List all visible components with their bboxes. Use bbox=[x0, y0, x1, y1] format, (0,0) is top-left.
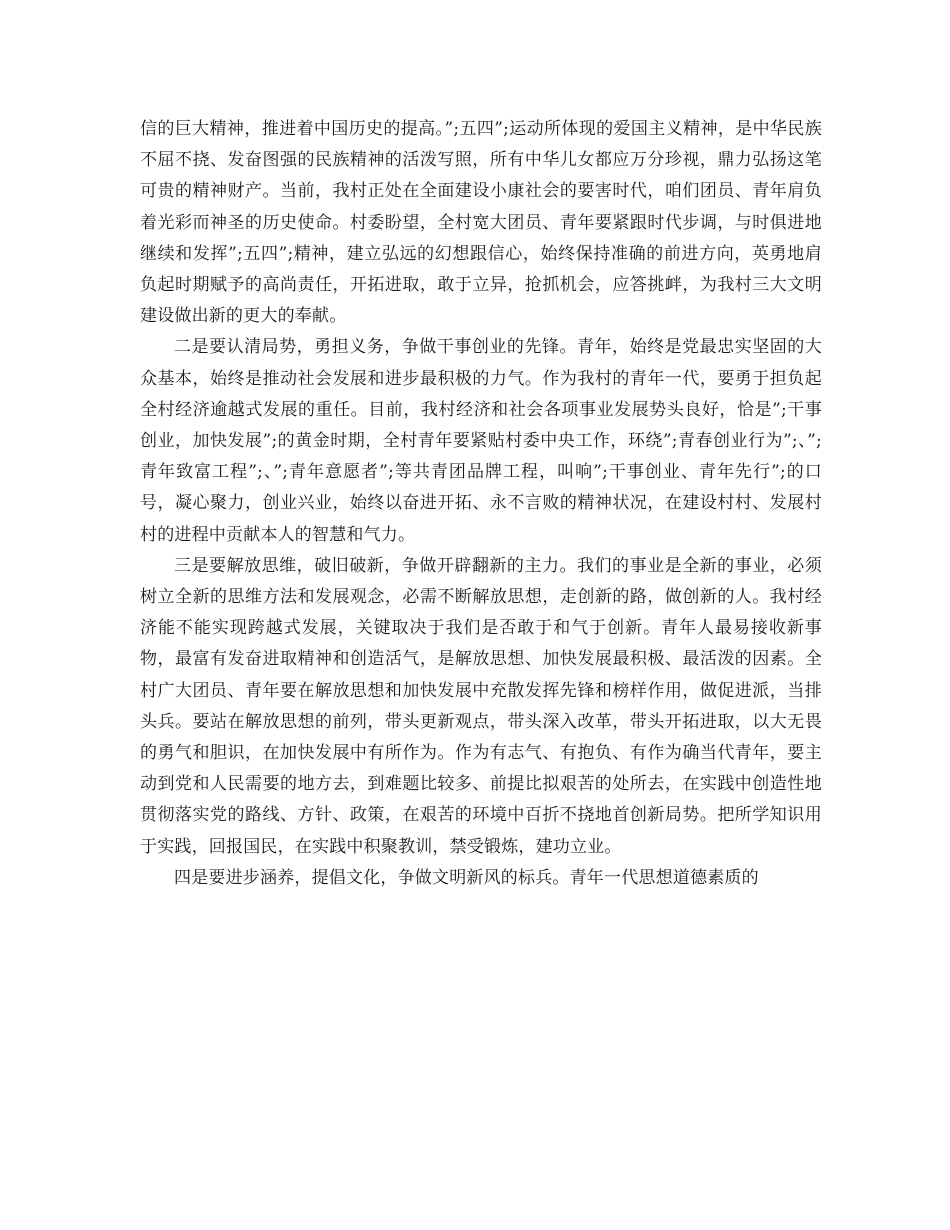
paragraph-3: 三是要解放思维，破旧破新，争做开辟翻新的主力。我们的事业是全新的事业，必须树立全新的思维方法和发展观念，必需不断解放思想，走创新的路，做创新的人。我村经济能不能实现跨越式发展，关键取决于我们是否敢于和气于创新。青年人最易接收新事物，最富有发奋进取精神和创造活气，是解放思想、加快发展最积极、最活泼的因素。全村广大团员、青年要在解放思想和加快发展中充散发挥先锋和榜样作用，做促进派，当排头兵。要站在解放思想的前列，带头更新观点，带头深入改革，带头开拓进取，以大无畏的勇气和胆识，在加快发展中有所作为。作为有志气、有抱负、有作为确当代青年，要主动到党和人民需要的地方去，到难题比较多、前提比拟艰苦的处所去，在实践中创造性地贯彻落实党的路线、方针、政策，在艰苦的环境中百折不挠地首创新局势。把所学知识用于实践，回报国民，在实践中积聚教训，禁受锻炼，建功立业。 bbox=[140, 555, 822, 857]
document-body bbox=[140, 114, 822, 894]
paragraph-2: 二是要认清局势，勇担义务，争做干事创业的先锋。青年，始终是党最忠实坚固的大众基本，始终是推动社会发展和进步最积极的力气。作为我村的青年一代，要勇于担负起全村经济逾越式发展的重任。目前，我村经济和社会各项事业发展势头良好，恰是”;干事创业，加快发展”;的黄金时期，全村青年要紧贴村委中央工作，环绕”;青春创业行为”;、”;青年致富工程”;、”;青年意愿者”;等共青团品牌工程，叫响”;干事创业、青年先行”;的口号，凝心聚力，创业兴业，始终以奋进开拓、永不言败的精神状况，在建设村村、发展村村的进程中贡献本人的智慧和气力。 bbox=[140, 337, 822, 545]
paragraph-1: 信的巨大精神，推进着中国历史的提高。”;五四”;运动所体现的爱国主义精神，是中华民族不屈不挠、发奋图强的民族精神的活泼写照，所有中华儿女都应万分珍视，鼎力弘扬这笔可贵的精神财产。当前，我村正处在全面建设小康社会的要害时代，咱们团员、青年肩负着光彩而神圣的历史使命。村委盼望，全村宽大团员、青年要紧跟时代步调，与时俱进地继续和发挥”;五四”;精神，建立弘远的幻想跟信心，始终保持准确的前进方向，英勇地肩负起时期赋予的高尚责任，开拓进取，敢于立异，抢抓机会，应答挑衅，为我村三大文明建设做出新的更大的奉献。 bbox=[140, 119, 822, 327]
paragraph-4: 四是要进步涵养，提倡文化，争做文明新风的标兵。青年一代思想道德素质的 bbox=[174, 867, 759, 888]
